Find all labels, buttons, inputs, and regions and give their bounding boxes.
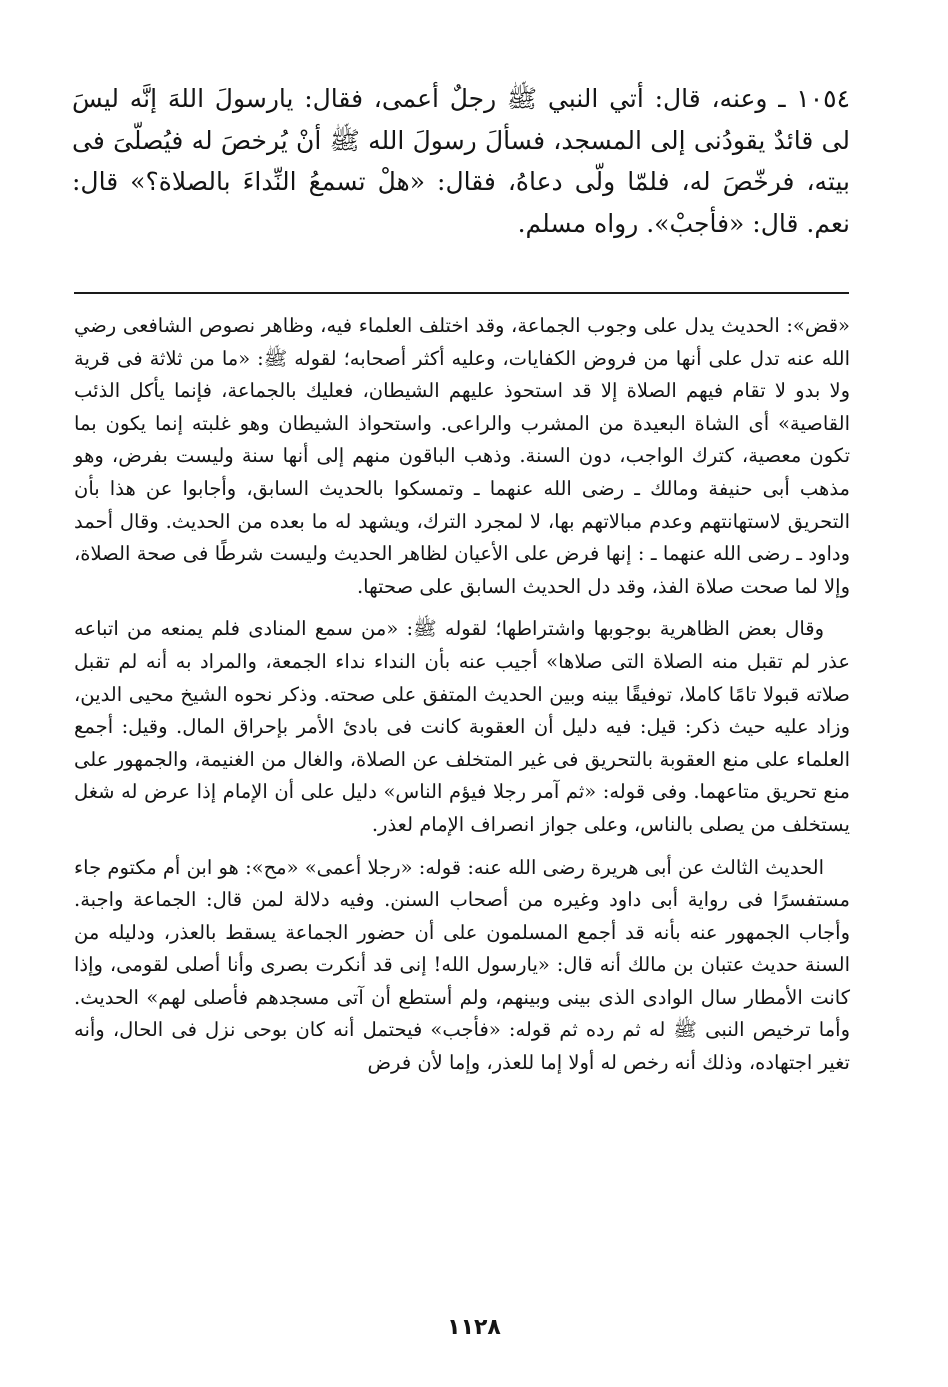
commentary-paragraph-3: الحديث الثالث عن أبى هريرة رضى الله عنه: قوله: «رجلا أعمى» «مح»: هو ابن أم مكتوم جاء مستفسرًا فى رواية أبى داود وغيره من أصحاب السنن. وفيه دلالة لمن قال: الجماعة واجبة. وأجاب الجمهور عنه بأنه قد أجمع المسلمون على أن حضور الجماعة يسقط بالعذر، ودليله من السنة حديث عتبان بن مالك أنه قال: «يارسول الله! إنى قد أنكرت بصرى وأنا أصلى لقومى، وإذا كانت الأمطار سال الوادى الذى بينى وبينهم، ولم أستطع أن آتى مسجدهم فأصلى لهم» الحديث. وأما ترخيص النبى ﷺ له ثم رده ثم قوله: «فأجب» فيحتمل أنه كان بوحى نزل فى الحال، وأنه تغير اجتهاده، وذلك أنه رخص له أولا إما للعذر، وإما لأن فرض xyxy=(74,855,850,1075)
commentary-paragraph-1: «قض»: الحديث يدل على وجوب الجماعة، وقد اختلف العلماء فيه، وظاهر نصوص الشافعى رضي الله عنه تدل على أنها من فروض الكفايات، وعليه أكثر أصحابه؛ لقوله ﷺ: «ما من ثلاثة فى قرية ولا بدو لا تقام فيهم الصلاة إلا قد استحوذ عليهم الشيطان، فعليك بالجماعة، فإنما يأكل الذئب القاصية» أى الشاة البعيدة من المشرب والراعى. واستحواذ الشيطان وهو غلبته إنما يكون بما تكون معصية، كترك الواجب، دون السنة. وذهب الباقون منهم إلى أنها سنة وليست بفرض، وهو مذهب أبى حنيفة ومالك ـ رضى الله عنهما ـ وتمسكوا بالحديث السابق، وأجابوا عن هذا بأن التحريق لاستهانتهم وعدم مبالاتهم بها، لا لمجرد الترك، ويشهد له ما بعده من الحديث. وقال أحمد وداود ـ رضى الله عنهما ـ : إنها فرض على الأعيان لظاهر الحديث وليست شرطًا فى صحة الصلاة، وإلا لما صحت صلاة الفذ، وقد دل الحديث السابق على صحتها. xyxy=(74,314,850,598)
footnote-divider xyxy=(74,292,849,294)
commentary-block xyxy=(74,310,850,1090)
commentary-paragraph-2: وقال بعض الظاهرية بوجوبها واشتراطها؛ لقوله ﷺ: «من سمع المنادى فلم يمنعه من اتباعه عذر لم تقبل منه الصلاة التى صلاها» أجيب عنه بأن النداء نداء الجمعة، والمراد به أنه لم تقبل صلاته قبولا تامًا كاملا، توفيقًا بينه وبين الحديث المتفق على صحته. وذكر نحوه الشيخ محيى الدين، وزاد عليه حيث ذكر: قيل: فيه دليل أن العقوبة كانت فى بادئ الأمر بإحراق المال. وقيل: أجمع العلماء على منع العقوبة بالتحريق فى غير المتخلف عن الصلاة، والغال من الغنيمة، والجمهور على منع تحريق متاعهما. وفى قوله: «ثم آمر رجلا فيؤم الناس» دليل على أن الإمام إذا عرض له شغل يستخلف من يصلى بالناس، وعلى جواز انصراف الإمام لعذر. xyxy=(74,617,850,836)
page-number: ١١٢٨ xyxy=(447,1315,501,1340)
hadith-text-block xyxy=(72,78,850,244)
hadith-paragraph: ١٠٥٤ ـ وعنه، قال: أتي النبي ﷺ رجلٌ أعمى، فقال: يارسولَ اللهَ إنَّه ليسَ لى قائدٌ يقودُنى إلى المسجد، فسألَ رسولَ الله ﷺ أنْ يُرخصَ له فيُصلّىَ فى بيته، فرخّصَ له، فلمّا ولّى دعاهُ، فقال: «هلْ تسمعُ النِّداءَ بالصلاة؟» قال: نعم. قال: «فأجبْ». رواه مسلم. xyxy=(72,84,850,238)
